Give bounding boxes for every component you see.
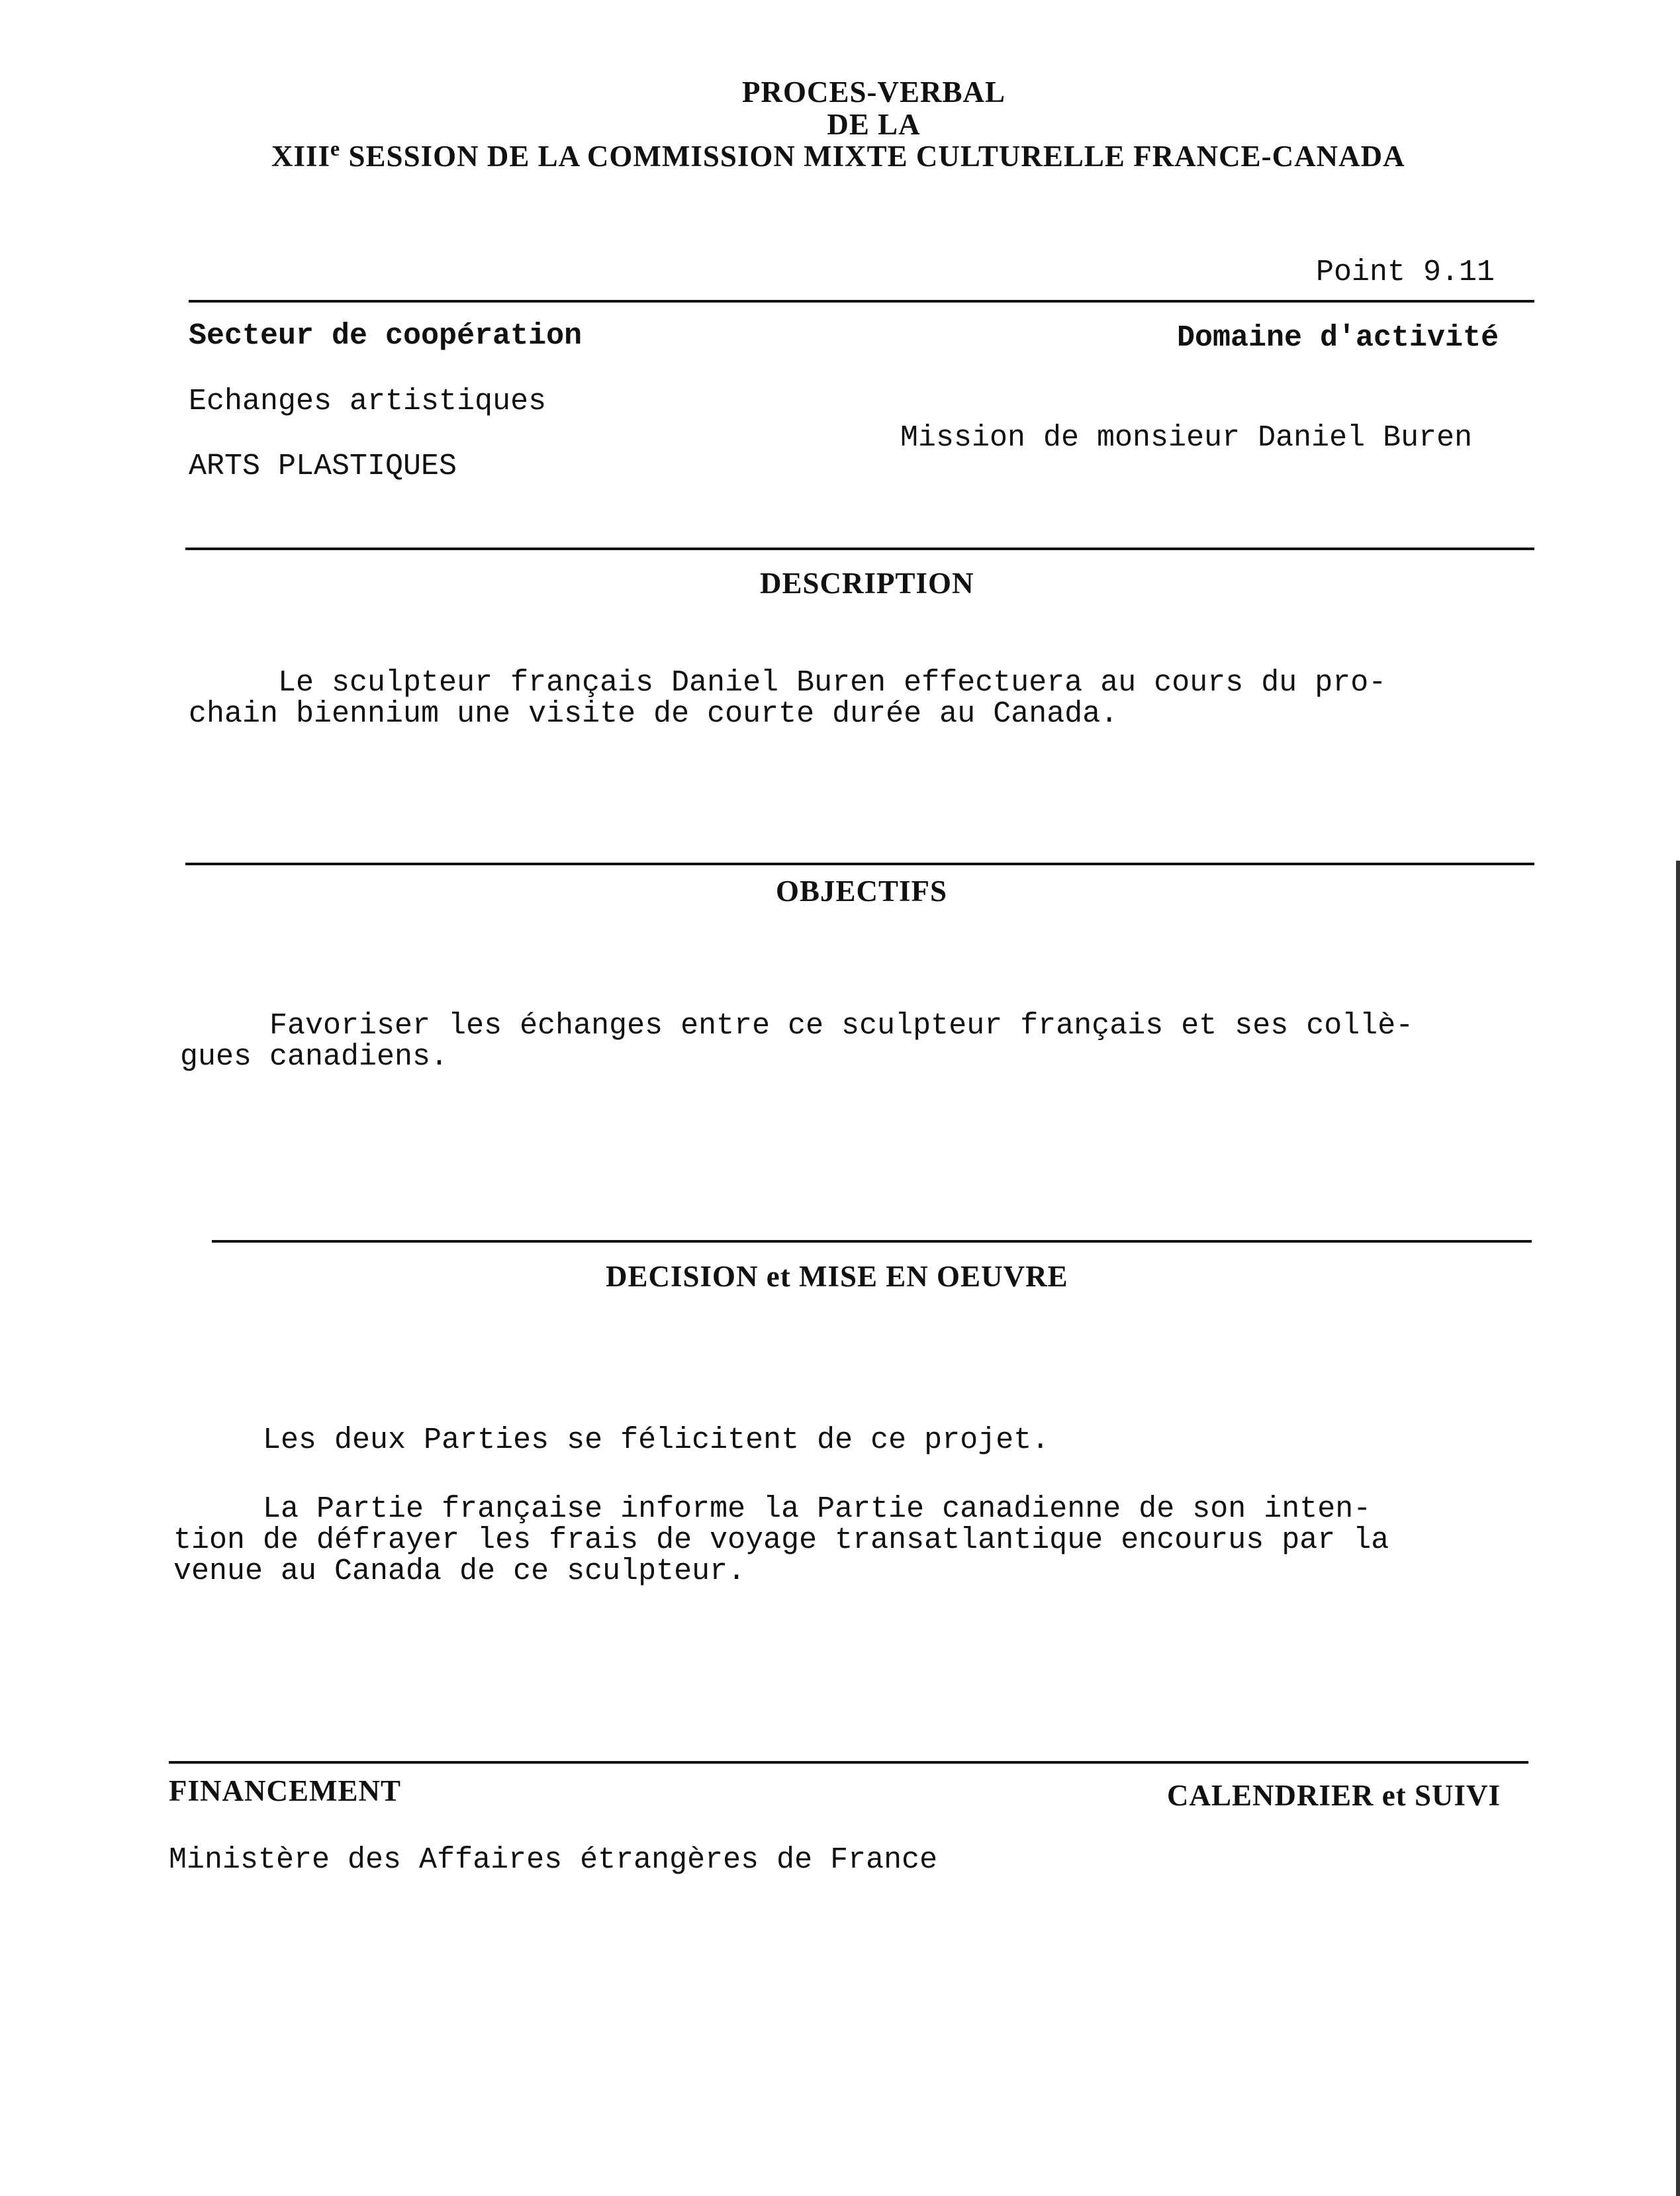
title-superscript: e [330, 136, 341, 160]
decision-paragraph-2-line-3: venue au Canada de ce sculpteur. [173, 1554, 746, 1588]
decision-heading: DECISION et MISE EN OEUVRE [606, 1260, 1068, 1293]
title-line-2: DE LA [827, 108, 921, 141]
sector-line-2: ARTS PLASTIQUES [189, 450, 457, 483]
title-line-3 [271, 136, 1405, 173]
divider-top [189, 300, 1534, 303]
title-line-1: PROCES-VERBAL [741, 75, 1006, 109]
page-edge-shadow [1676, 861, 1680, 2196]
objectives-line-2: gues canadiens. [180, 1040, 449, 1074]
divider-decision [212, 1240, 1532, 1243]
sector-label: Secteur de coopération [189, 319, 583, 353]
title-session-text: SESSION DE LA COMMISSION MIXTE CULTURELLE FRANCE-CANADA [340, 140, 1405, 173]
decision-paragraph-1: Les deux Parties se félicitent de ce projet. [173, 1423, 1050, 1457]
decision-paragraph-2-line-2: tion de défrayer les frais de voyage transatlantique encourus par la [173, 1523, 1389, 1557]
title-roman-numeral: XIII [271, 140, 331, 173]
description-line-2: chain biennium une visite de courte durée au Canada. [189, 697, 1119, 731]
objectives-heading: OBJECTIFS [776, 875, 948, 908]
decision-paragraph-2-line-1: La Partie française informe la Partie canadienne de son inten- [173, 1492, 1372, 1526]
financing-value: Ministère des Affaires étrangères de France [169, 1843, 938, 1877]
financing-label: FINANCEMENT [169, 1774, 402, 1807]
objectives-line-1: Favoriser les échanges entre ce sculpteur français et ses collè- [180, 1009, 1414, 1043]
sector-line-1: Echanges artistiques [189, 385, 547, 418]
description-line-1: Le sculpteur français Daniel Buren effectuera au cours du pro- [189, 666, 1387, 700]
divider-objectives [185, 863, 1534, 865]
divider-description [185, 548, 1534, 550]
point-number: Point 9.11 [1316, 256, 1495, 289]
domain-value: Mission de monsieur Daniel Buren [900, 421, 1473, 455]
divider-financing [169, 1761, 1528, 1764]
calendar-label: CALENDRIER et SUIVI [1167, 1779, 1501, 1812]
domain-label: Domaine d'activité [1177, 321, 1499, 355]
description-heading: DESCRIPTION [760, 567, 974, 600]
